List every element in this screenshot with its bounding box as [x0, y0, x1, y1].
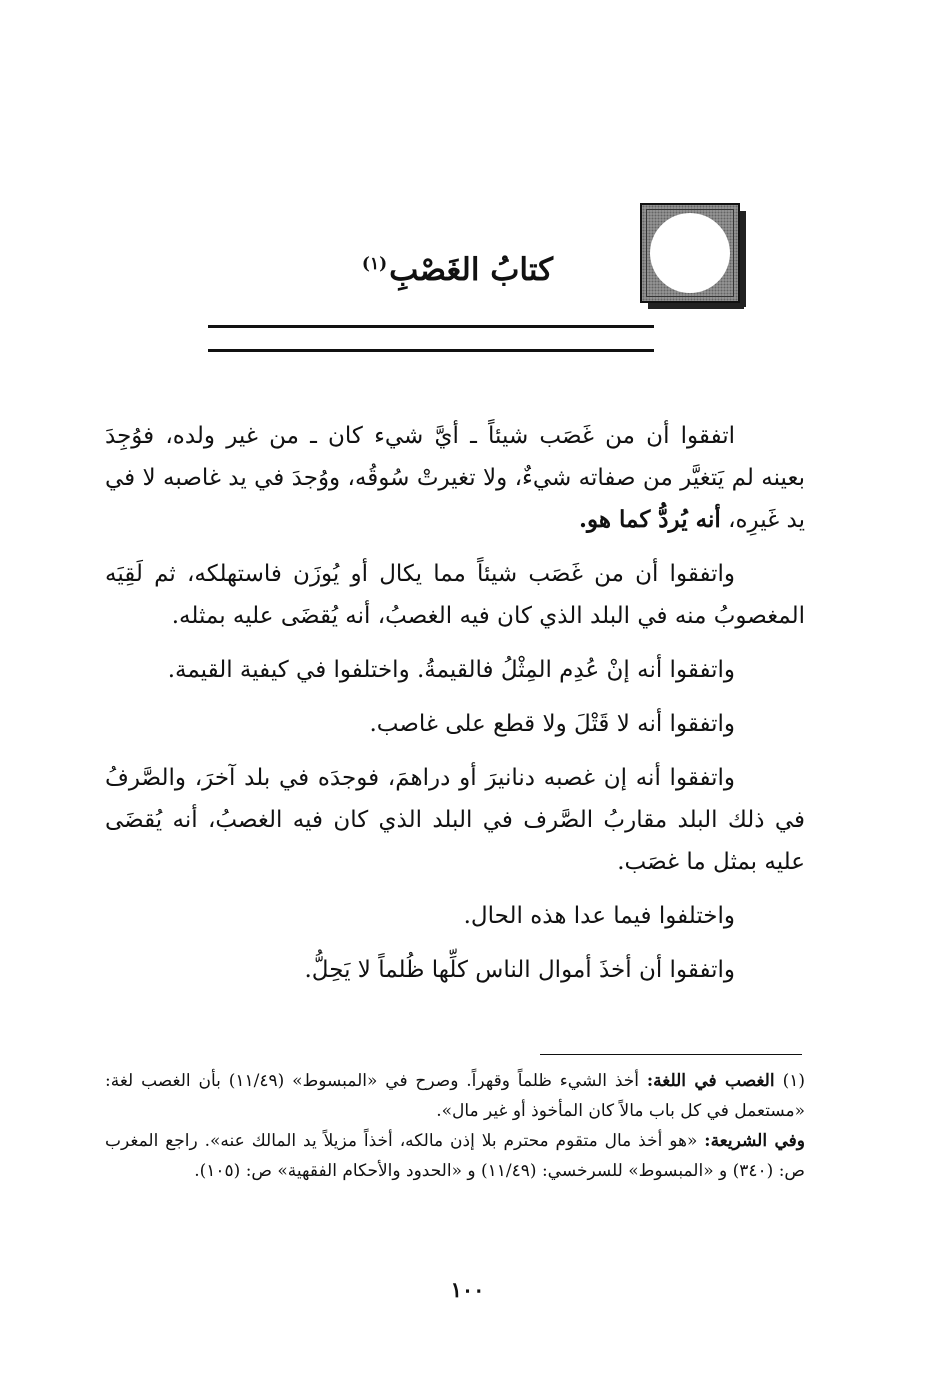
- footnote-label: وفي الشريعة:: [704, 1131, 805, 1151]
- body-text: [105, 415, 805, 1003]
- paragraph: واتفقوا أنه لا قَتْلَ ولا قطع على غاصب.: [369, 711, 735, 737]
- footnote-1: (١)الغصب في اللغة: أخذ الشيء ظلماً وقهراً. وصرح في «المبسوط» (١١/٤٩) بأن الغصب لغة: «مستعمل في كل باب مالاً كان المأخوذ أو غير مال».: [105, 1071, 805, 1121]
- paragraph: واتفقوا أن من غَصَب شيئاً مما يكال أو يُوزَن فاستهلكه، ثم لَقِيَه المغصوبُ منه في البلد الذي كان فيه الغصبُ، أنه يُقضَى عليه بمثله.: [105, 561, 805, 629]
- footnote-number: (١): [782, 1071, 805, 1091]
- title-rule-bottom: [208, 349, 654, 352]
- footnotes: [105, 1066, 805, 1186]
- paragraph: واختلفوا فيما عدا هذه الحال.: [463, 903, 735, 929]
- paragraph: اتفقوا أن من غَصَب شيئاً ـ أيَّ شيء كان ـ من غير ولده، فوُجِدَ بعينه لم يَتغيَّر من صفاته شيءٌ، ولا تغيرتْ سُوقُه، ووُجدَ في يد غاصبه لا في يد غَيرِه، أنه يُردُّ كما هو.: [105, 423, 805, 533]
- paragraph: واتفقوا أنه إن غصبه دنانيرَ أو دراهمَ، فوجدَه في بلد آخرَ، والصَّرفُ في ذلك البلد مقاربُ الصَّرف في البلد الذي كان فيه الغصبُ، أنه يُقضَى عليه بمثل ما غصَب.: [105, 765, 805, 875]
- paragraph: واتفقوا أنه إنْ عُدِم المِثْلُ فالقيمةُ. واختلفوا في كيفية القيمة.: [167, 657, 735, 683]
- footnote-separator: [540, 1054, 802, 1055]
- title-rule-top: [208, 325, 654, 328]
- chapter-title-text: كتابُ الغَصْبِ: [389, 252, 553, 288]
- paragraph-bold-phrase: أنه يُردُّ كما هو.: [579, 506, 721, 533]
- footnote-1-continued: وفي الشريعة: «هو أخذ مال متقوم محترم بلا إذن مالكه، أخذاً مزيلاً يد المالك عنه». راجع المغرب ص: (٣٤٠) و «المبسوط» للسرخسي: (١١/٤٩) و «الحدود والأحكام الفقهية» ص: (١٠٥).: [105, 1131, 805, 1181]
- page-number: ١٠٠: [450, 1277, 485, 1302]
- paragraph: واتفقوا أن أخذَ أموال الناس كلِّها ظُلماً لا يَحِلُّ.: [304, 957, 735, 983]
- footnote-label: الغصب في اللغة:: [646, 1071, 775, 1091]
- chapter-ornament-icon: [640, 203, 740, 303]
- chapter-footnote-ref[interactable]: (١): [361, 253, 388, 274]
- chapter-title: [253, 252, 553, 289]
